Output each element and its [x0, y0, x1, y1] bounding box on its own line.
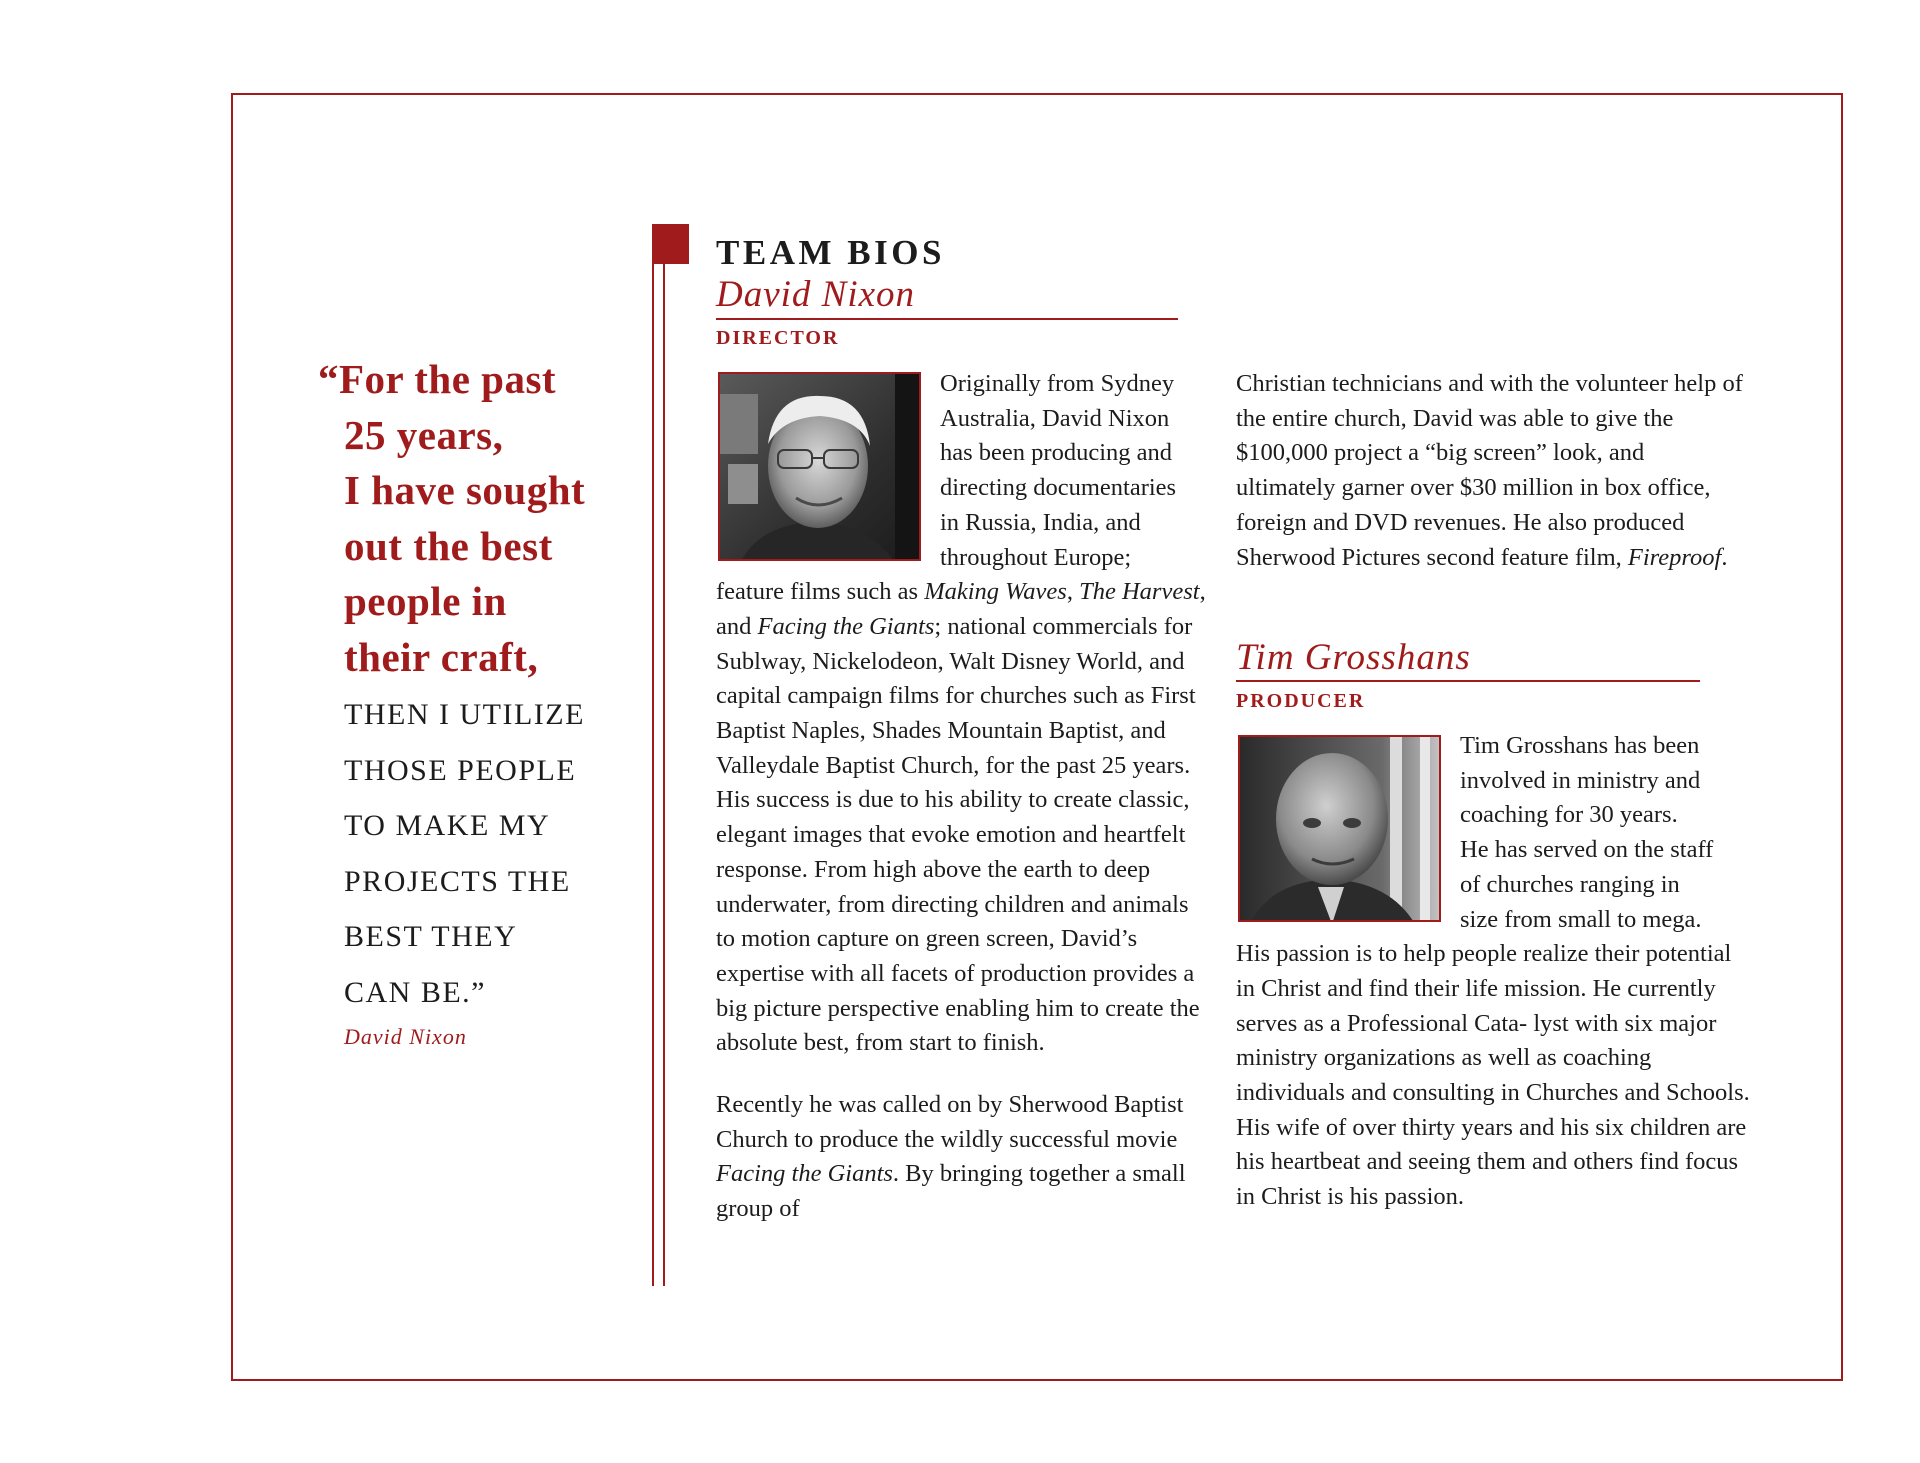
quote-line: their craft,: [344, 633, 539, 680]
quote-line: “For the past: [318, 356, 557, 402]
wrap-line: throughout Europe;: [940, 543, 1132, 571]
quote-line: TO MAKE MY: [344, 809, 551, 842]
wrap-line: Tim Grosshans has been: [1460, 732, 1700, 759]
bio-tim-column: [1236, 729, 1756, 1215]
name-underline: [716, 318, 1178, 320]
quote-line: I have sought: [344, 467, 586, 513]
wrap-line: directing documentaries: [940, 474, 1177, 502]
quote-line: CAN BE.”: [344, 975, 486, 1009]
text-run: Christian technicians and with the volunteer help of the entire church, David was able to give the $100,000 project a “big screen” look, and ultimately garner over $30 million in box office, foreign and DVD revenues. He also produced Sherwood Pictures second feature film,: [1236, 370, 1743, 571]
quote-line: out the best: [344, 522, 553, 569]
wrap-line: Australia, David Nixon: [940, 404, 1170, 432]
film-title: Facing the Giants: [716, 1160, 893, 1188]
bio-david-column-2: [1236, 367, 1746, 575]
bio-paragraph: His passion is to help people realize their potential in Christ and find their life mission. He currently serves as a Professional Cata- lyst with six major ministry organizations as well as coaching individuals and consulting in Churches and Schools. His wife of over thirty years and his six children are his heartbeat and seeing them and others find focus in Christ is his passion.: [1236, 940, 1750, 1211]
text-run: . By bringing together a small group of: [716, 1160, 1186, 1223]
bio-role-producer: PRODUCER: [1236, 690, 1366, 712]
section-title: TEAM BIOS: [716, 233, 945, 272]
film-title: The Harvest: [1079, 578, 1200, 606]
quote-line: people in: [344, 578, 507, 624]
pull-quote-caps: [318, 687, 648, 1020]
name-underline: [1236, 680, 1700, 682]
quote-line: THEN I UTILIZE: [344, 698, 585, 731]
wrap-line: of churches ranging in: [1460, 870, 1680, 898]
film-title: Making Waves: [924, 578, 1067, 606]
text-run: feature films such as: [716, 578, 919, 606]
wrap-line: He has served on the staff: [1460, 836, 1714, 864]
text-run: ,: [1066, 578, 1073, 606]
quote-line: PROJECTS THE: [344, 864, 571, 898]
wrap-line: in Russia, India, and: [940, 508, 1141, 536]
text-run: Recently he was called on by Sherwood Baptist Church to produce the wildly successful movie: [716, 1091, 1184, 1153]
bio-david-column-1: [716, 367, 1206, 1227]
bio-role-director: DIRECTOR: [716, 327, 840, 349]
wrap-line: has been producing and: [940, 439, 1172, 467]
bio-paragraph: [1236, 367, 1746, 575]
bio-name-david-nixon: David Nixon: [716, 274, 916, 315]
quote-attribution: David Nixon: [344, 1024, 467, 1049]
pull-quote: [318, 352, 648, 1050]
quote-line: BEST THEY: [344, 920, 518, 953]
pull-quote-red: [318, 352, 648, 685]
bio-name-tim-grosshans: Tim Grosshans: [1236, 637, 1471, 678]
section-rule-left: [652, 228, 654, 1286]
text-run: , and: [716, 578, 1206, 640]
bio-paragraph: [716, 575, 1206, 1061]
film-title: Fireproof: [1627, 543, 1722, 571]
text-run: .: [1721, 543, 1728, 571]
wrap-line: coaching for 30 years.: [1460, 801, 1678, 829]
section-marker-square: [652, 224, 689, 264]
text-run: ; national commercials for Sublway, Nickelodeon, Walt Disney World, and capital campaign films for churches such as First Baptist Naples, Shades Mountain Baptist, and Valleydale Baptist Church, for the past 25 years. His success is due to his ability to create classic, elegant images that evoke emotion and heartfelt response. From high above the earth to deep underwater, from directing children and animals to motion capture on green screen, David’s expertise with all facets of production provides a big picture perspective enabling him to create the absolute best, from start to finish.: [716, 612, 1200, 1057]
bio-paragraph: [716, 1088, 1206, 1227]
section-rule-right: [663, 228, 665, 1286]
wrap-line: involved in ministry and: [1460, 766, 1701, 794]
wrap-line: size from small to mega.: [1460, 905, 1702, 933]
quote-line: THOSE PEOPLE: [344, 753, 577, 787]
quote-line: 25 years,: [344, 411, 504, 458]
film-title: Facing the Giants: [757, 612, 935, 640]
wrap-line: Originally from Sydney: [940, 370, 1175, 397]
